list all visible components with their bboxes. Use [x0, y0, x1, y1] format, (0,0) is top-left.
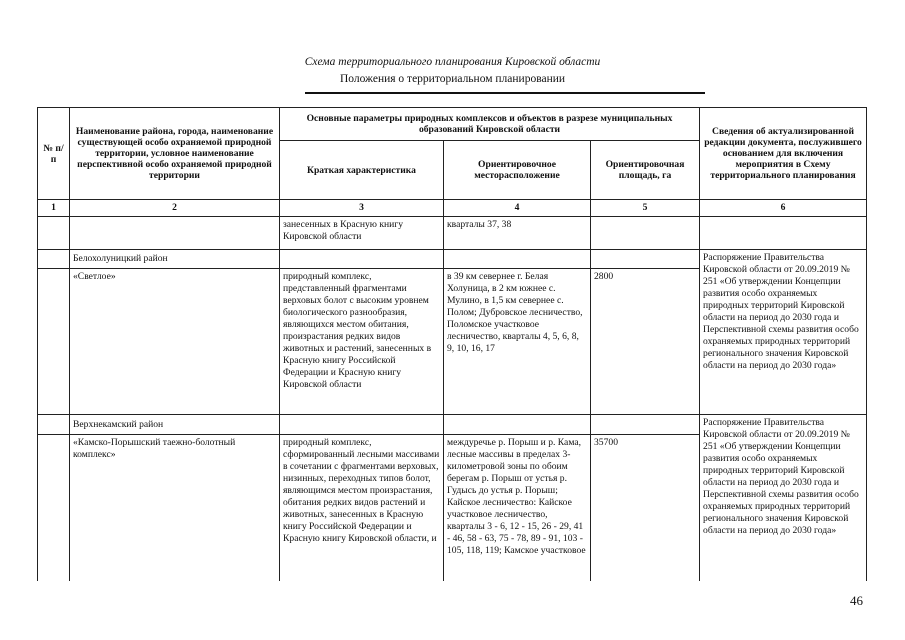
district-name: Верхнекамский район: [70, 415, 280, 435]
page-number: 46: [850, 593, 863, 608]
continuation-description: занесенных в Красную книгу Кировской области: [280, 217, 444, 250]
empty-cell: [591, 217, 700, 250]
document-title: Схема территориального планирования Кировской области: [304, 56, 601, 68]
object-area: 35700: [591, 435, 700, 581]
header-divider: [305, 92, 705, 94]
continuation-location: кварталы 37, 38: [444, 217, 591, 250]
empty-cell: [38, 415, 70, 435]
column-number: 5: [591, 200, 700, 217]
empty-cell: [591, 415, 700, 435]
column-number: 3: [280, 200, 444, 217]
column-numbers-row: [38, 200, 867, 217]
object-name: «Камско-Порышский таежно-болотный комплекс»: [70, 435, 280, 581]
object-location: междуречье р. Порыш и р. Кама, лесные массивы в пределах 3-километровой зоны по обоим берегам р. Порыш от устья р. Гудысь до устья р. Порыш; Кайское лесничество: Кайское участковое лесничество, кварталы 3 - 6, 12 - 15, 26 - 29, 41 - 46, 58 - 63, 75 - 78, 89 - 91, 103 - 105, 118, 119; Камское участковое: [444, 435, 591, 581]
district-row: [38, 250, 867, 269]
empty-cell: [38, 269, 70, 415]
column-number: 1: [38, 200, 70, 217]
info-cell: Распоряжение Правительства Кировской области от 20.09.2019 № 251 «Об утверждении Концепции развития особо охраняемых природных территорий Кировской области на период до 2030 года и Перспективной схемы развития особо охраняемых природных территорий регионального значения Кировской области на период до 2030 года»: [700, 250, 867, 415]
header-area: Ориентировочная площадь, га: [591, 141, 700, 200]
empty-cell: [444, 415, 591, 435]
empty-cell: [591, 250, 700, 269]
empty-cell: [280, 250, 444, 269]
empty-cell: [280, 415, 444, 435]
column-number: 2: [70, 200, 280, 217]
document-subtitle: Положения о территориальном планировании: [339, 73, 566, 85]
header-location: Ориентировочное месторасположение: [444, 141, 591, 200]
district-name: Белохолуницкий район: [70, 250, 280, 269]
object-name: «Светлое»: [70, 269, 280, 415]
object-location: в 39 км севернее г. Белая Холуница, в 2 км южнее с. Мулино, в 1,5 км севернее с. Полом; Дубровское лесничество, Поломское участковое лесничество, кварталы 4, 5, 6, 8, 9, 10, 16, 17: [444, 269, 591, 415]
empty-cell: [70, 217, 280, 250]
object-description: природный комплекс, сформированный лесными массивами в сочетании с фрагментами верховых, низинных, переходных типов болот, являющимся местом произрастания, обитания редких видов растений и животных, занесенных в Красную книгу Российской Федерации и Красную книгу Кировской области, и: [280, 435, 444, 581]
column-number: 6: [700, 200, 867, 217]
empty-cell: [38, 250, 70, 269]
empty-cell: [38, 217, 70, 250]
empty-cell: [38, 435, 70, 581]
header-info: Сведения об актуализированной редакции документа, послужившего основанием для включения мероприятия в Схему территориального планирования: [700, 108, 867, 200]
header-params-group: Основные параметры природных комплексов и объектов в разрезе муниципальных образований Кировской области: [280, 108, 700, 141]
district-row: [38, 415, 867, 435]
object-area: 2800: [591, 269, 700, 415]
object-description: природный комплекс, представленный фрагментами верховых болот с высоким уровнем биологического разнообразия, являющихся местом обитания, произрастания редких видов животных и растений, занесенных в Красную книгу Российской Федерации и Красную книгу Кировской области: [280, 269, 444, 415]
empty-cell: [700, 217, 867, 250]
header-description: Краткая характеристика: [280, 141, 444, 200]
planning-table: [37, 107, 867, 581]
empty-cell: [444, 250, 591, 269]
header-num: № п/п: [38, 108, 70, 200]
info-cell: Распоряжение Правительства Кировской области от 20.09.2019 № 251 «Об утверждении Концепции развития особо охраняемых природных территорий Кировской области на период до 2030 года и Перспективной схемы развития особо охраняемых природных территорий регионального значения Кировской области на период до 2030 года»: [700, 415, 867, 581]
header-name: Наименование района, города, наименование существующей особо охраняемой природной территории, условное наименование перспективной особо охраняемой природной территории: [70, 108, 280, 200]
continuation-row: [38, 217, 867, 250]
column-number: 4: [444, 200, 591, 217]
table-header-row: [38, 108, 867, 141]
